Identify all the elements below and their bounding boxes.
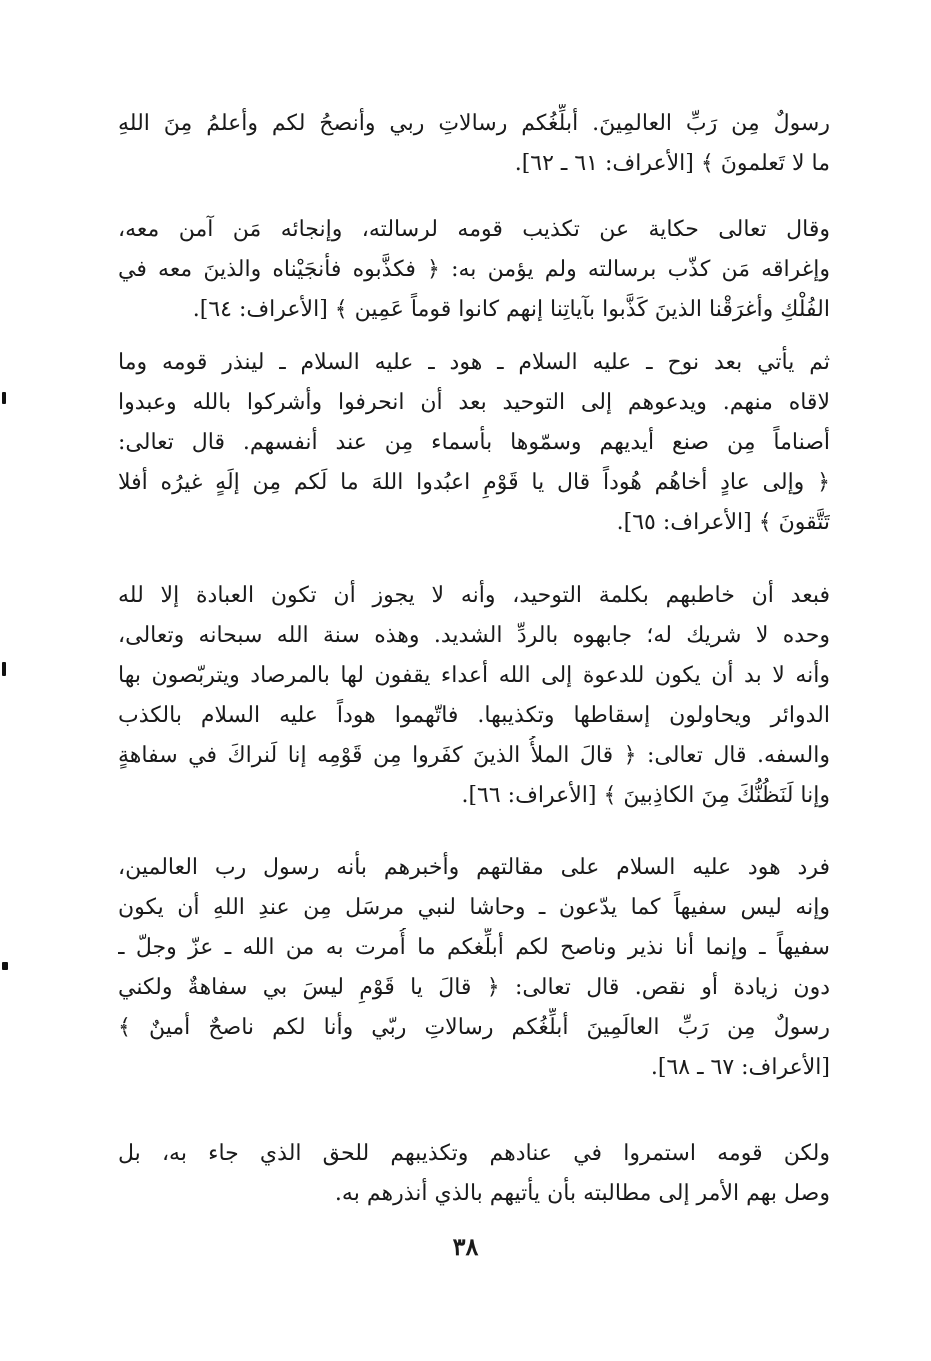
text-line: رسولٌ مِن رَبِّ العالمِينَ. أبلِّغُكم رسالاتِ ربي وأنصحُ لكم وأعلمُ مِنَ اللهِ	[118, 111, 830, 136]
text-line: وإغراقه مَن كذّب برسالته ولم يؤمن به: ﴿ فكذَّبوه فأنجَيْناه والذينَ معه في	[118, 257, 830, 282]
page-number: ٣٨	[452, 1232, 479, 1261]
text-line: وصل بهم الأمر إلى مطالبته بأن يأتيهم بالذي أنذرهم به.	[334, 1181, 830, 1206]
text-line: سفيهاً ـ وإنما أنا نذير وناصح لكم أبلِّغكم ما أُمرت به من الله ـ عزّ وجلّ ـ	[118, 935, 830, 960]
text-line: ما لا تَعلمونَ ﴾ [الأعراف: ٦١ ـ ٦٢].	[514, 151, 830, 176]
paragraph-3	[118, 343, 830, 543]
text-line: ولكن قومه استمروا في عنادهم وتكذيبهم للحق الذي جاء به، بل	[118, 1141, 830, 1166]
text-line: وإنا لَنَظُنُّكَ مِنَ الكاذِبينَ ﴾ [الأعراف: ٦٦].	[461, 783, 830, 808]
text-line: وقال تعالى حكاية عن تكذيب قومه لرسالته، وإنجائه مَن آمن معه،	[118, 217, 830, 242]
margin-mark	[2, 962, 8, 970]
text-line: فبعد أن خاطبهم بكلمة التوحيد، وأنه لا يجوز أن تكون العبادة إلا لله	[118, 583, 830, 608]
paragraph-4	[118, 576, 830, 816]
paragraph-5	[118, 848, 830, 1088]
text-line: وحده لا شريك له؛ جابهوه بالردِّ الشديد. وهذه سنة الله سبحانه وتعالى،	[118, 623, 830, 648]
text-line: ثم يأتي بعد نوح ـ عليه السلام ـ هود ـ عليه السلام ـ لينذر قومه وما	[118, 350, 830, 375]
text-line: والسفه. قال تعالى: ﴿ قالَ الملأُ الذينَ كفَروا مِن قَوْمِه إنا لَنراكَ في سفاهةٍ	[118, 743, 830, 768]
text-line: تَتَّقونَ ﴾ [الأعراف: ٦٥].	[616, 510, 830, 535]
text-line: دون زيادة أو نقص. قال تعالى: ﴿ قالَ يا قَوْمِ ليسَ بي سفاهةٌ ولكني	[118, 975, 830, 1000]
text-line: وأنه لا بد أن يكون للدعوة إلى الله أعداء يقفون لها بالمرصاد ويتربّصون بها	[118, 663, 830, 688]
text-line: الفُلْكِ وأغرَقْنا الذينَ كَذَّبوا بآياتِنا إنهم كانوا قوماً عَمِين ﴾ [الأعراف: ٦٤].	[192, 297, 830, 322]
text-line: [الأعراف: ٦٧ ـ ٦٨].	[650, 1055, 830, 1080]
text-line: أصناماً مِن صنع أيديهم وسمّوها بأسماء مِن عند أنفسهم. قال تعالى:	[118, 430, 830, 455]
text-line: وإنه ليس سفيهاً كما يدّعون ـ وحاشا لنبي مرسَل مِن عندِ اللهِ أن يكون	[118, 895, 830, 920]
text-line: الدوائر ويحاولون إسقاطها وتكذيبها. فاتّهموا هوداً عليه السلام بالكذب	[118, 703, 830, 728]
paragraph-2	[118, 210, 830, 330]
text-line: لاقاه منهم. ويدعوهم إلى التوحيد بعد أن انحرفوا وأشركوا بالله وعبدوا	[118, 390, 830, 415]
paragraph-6	[118, 1134, 830, 1214]
margin-mark	[2, 662, 6, 676]
paragraph-1	[118, 104, 830, 184]
margin-mark	[2, 392, 6, 404]
text-line: ﴿ وإلى عادٍ أخاهُم هُوداً قال يا قَوْمِ اعبُدوا اللهَ ما لَكم مِن إلَهٍ غيرُه أفلا	[118, 470, 830, 495]
text-line: رسولٌ مِن رَبِّ العالَمِينَ أبلِّغُكم رسالاتِ ربّي وأنا لكم ناصحٌ أمينٌ ﴾	[118, 1015, 830, 1040]
text-line: فرد هود عليه السلام على مقالتهم وأخبرهم بأنه رسول رب العالمين،	[118, 855, 830, 880]
